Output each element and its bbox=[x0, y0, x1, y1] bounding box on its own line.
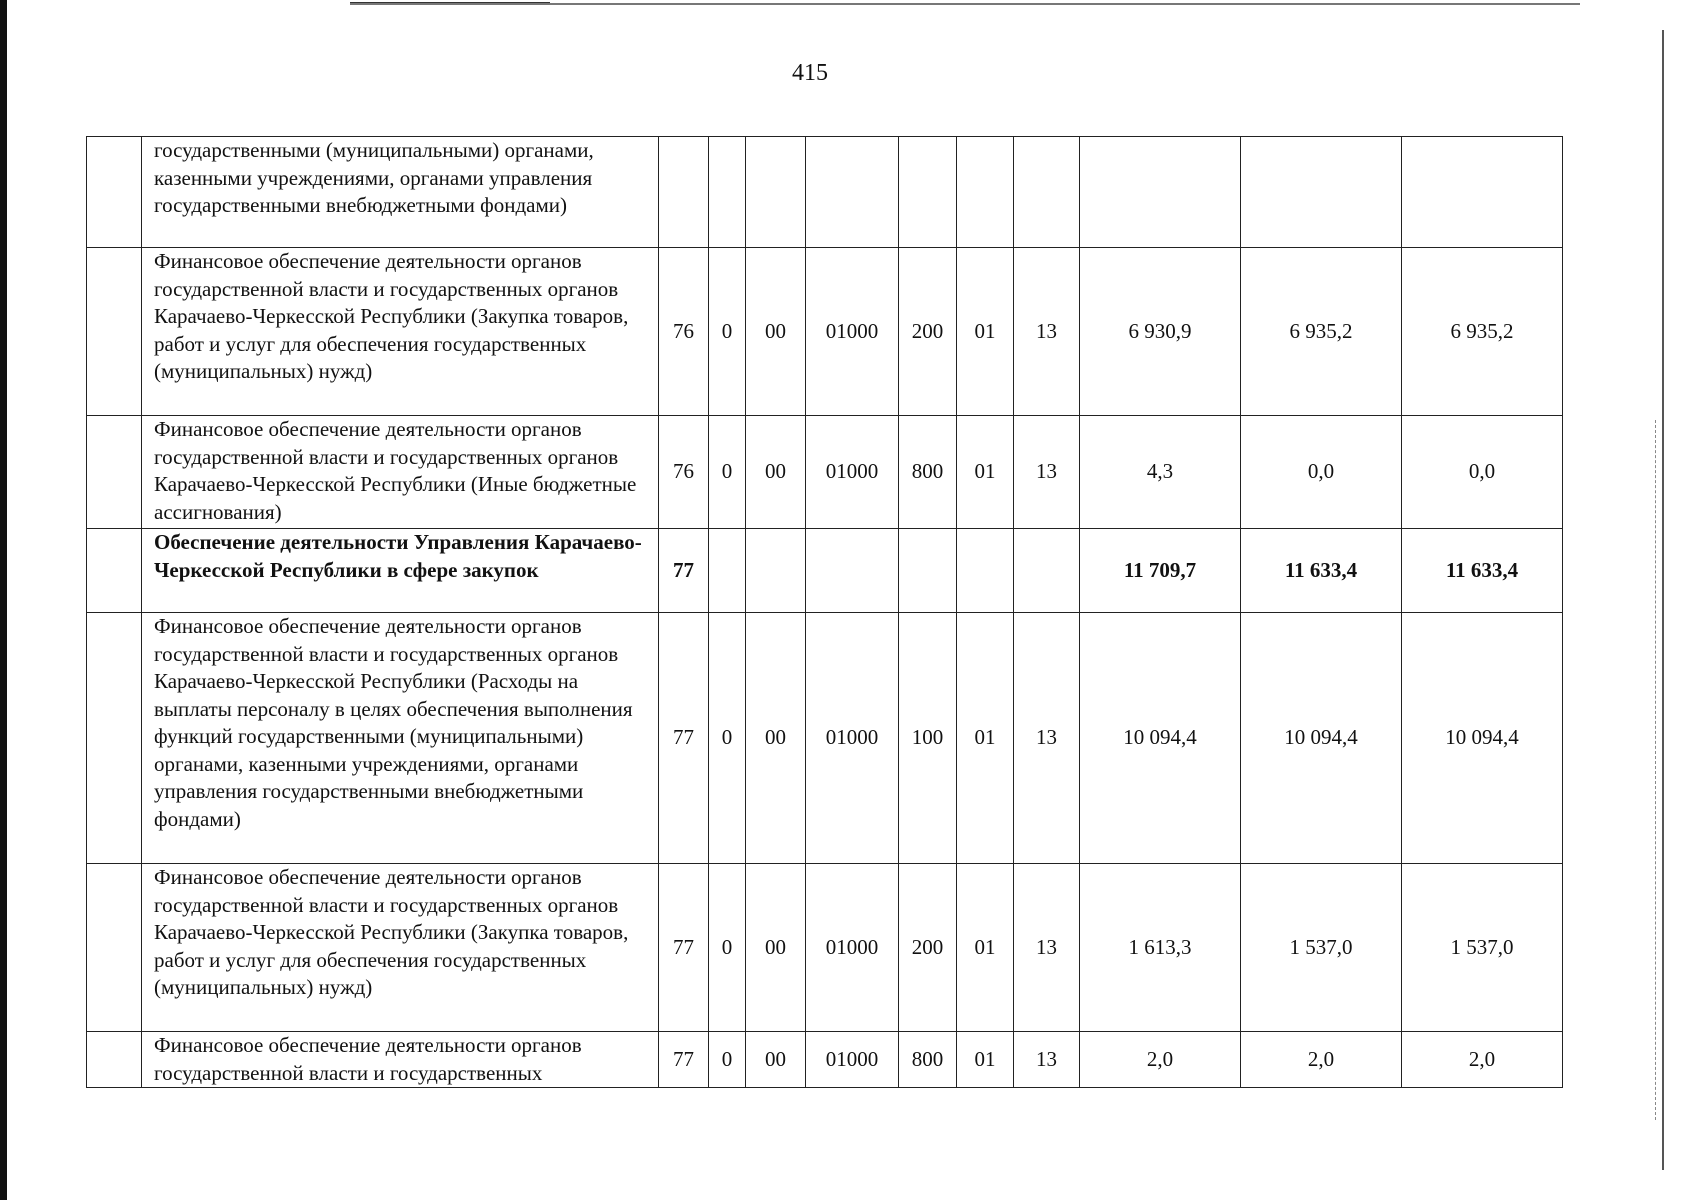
amount-cell: 11 709,7 bbox=[1080, 529, 1241, 613]
code-cell: 800 bbox=[899, 416, 957, 529]
code-cell: 13 bbox=[1014, 1032, 1080, 1088]
table-row bbox=[87, 613, 1563, 864]
code-cell bbox=[709, 529, 746, 613]
amount-cell: 1 613,3 bbox=[1080, 864, 1241, 1032]
code-cell: 200 bbox=[899, 248, 957, 416]
description-cell: государственными (муниципальными) органами, казенными учреждениями, органами управления государственными внебюджетными фондами) bbox=[142, 137, 659, 248]
amount-cell: 6 935,2 bbox=[1402, 248, 1563, 416]
code-cell: 01000 bbox=[806, 1032, 899, 1088]
table-row bbox=[87, 248, 1563, 416]
code-cell: 76 bbox=[659, 248, 709, 416]
code-cell: 01000 bbox=[806, 248, 899, 416]
code-cell: 00 bbox=[746, 613, 806, 864]
code-cell: 01000 bbox=[806, 864, 899, 1032]
description-cell: Финансовое обеспечение деятельности органов государственной власти и государственных bbox=[142, 1032, 659, 1088]
code-cell bbox=[709, 137, 746, 248]
amount-cell bbox=[1241, 137, 1402, 248]
code-cell: 0 bbox=[709, 613, 746, 864]
code-cell bbox=[899, 137, 957, 248]
table-row bbox=[87, 137, 1563, 248]
amount-cell: 4,3 bbox=[1080, 416, 1241, 529]
code-cell: 77 bbox=[659, 529, 709, 613]
description-cell: Финансовое обеспечение деятельности органов государственной власти и государственных органов Карачаево-Черкесской Республики (Закупка товаров, работ и услуг для обеспечения государственных (муниципальных) нужд) bbox=[142, 864, 659, 1032]
code-cell: 77 bbox=[659, 864, 709, 1032]
amount-cell: 10 094,4 bbox=[1402, 613, 1563, 864]
code-cell: 200 bbox=[899, 864, 957, 1032]
code-cell bbox=[957, 529, 1014, 613]
code-cell: 13 bbox=[1014, 613, 1080, 864]
row-number-cell bbox=[87, 529, 142, 613]
table-row bbox=[87, 416, 1563, 529]
budget-table bbox=[86, 136, 1563, 1088]
code-cell: 0 bbox=[709, 864, 746, 1032]
code-cell: 01 bbox=[957, 248, 1014, 416]
description-cell: Обеспечение деятельности Управления Карачаево-Черкесской Республики в сфере закупок bbox=[142, 529, 659, 613]
code-cell: 77 bbox=[659, 613, 709, 864]
code-cell bbox=[806, 529, 899, 613]
code-cell: 0 bbox=[709, 1032, 746, 1088]
code-cell: 13 bbox=[1014, 416, 1080, 529]
code-cell: 13 bbox=[1014, 864, 1080, 1032]
row-number-cell bbox=[87, 1032, 142, 1088]
code-cell: 01000 bbox=[806, 416, 899, 529]
row-number-cell bbox=[87, 248, 142, 416]
code-cell bbox=[1014, 529, 1080, 613]
amount-cell: 10 094,4 bbox=[1080, 613, 1241, 864]
row-number-cell bbox=[87, 137, 142, 248]
amount-cell: 2,0 bbox=[1241, 1032, 1402, 1088]
code-cell: 13 bbox=[1014, 248, 1080, 416]
code-cell bbox=[957, 137, 1014, 248]
code-cell: 0 bbox=[709, 248, 746, 416]
amount-cell: 10 094,4 bbox=[1241, 613, 1402, 864]
table-row-section-total bbox=[87, 529, 1563, 613]
amount-cell: 2,0 bbox=[1402, 1032, 1563, 1088]
code-cell: 01 bbox=[957, 613, 1014, 864]
amount-cell: 6 935,2 bbox=[1241, 248, 1402, 416]
code-cell: 00 bbox=[746, 248, 806, 416]
amount-cell: 2,0 bbox=[1080, 1032, 1241, 1088]
code-cell: 01000 bbox=[806, 613, 899, 864]
description-cell: Финансовое обеспечение деятельности органов государственной власти и государственных органов Карачаево-Черкесской Республики (Иные бюджетные ассигнования) bbox=[142, 416, 659, 529]
code-cell: 00 bbox=[746, 864, 806, 1032]
scan-artifact-right-line bbox=[1662, 30, 1664, 1170]
page-number: 415 bbox=[792, 60, 828, 86]
code-cell: 77 bbox=[659, 1032, 709, 1088]
description-cell: Финансовое обеспечение деятельности органов государственной власти и государственных органов Карачаево-Черкесской Республики (Расходы на выплаты персоналу в целях обеспечения выполнения функций государственными (муниципальными) органами, казенными учреждениями, органами управления государственными внебюджетными фондами) bbox=[142, 613, 659, 864]
code-cell bbox=[659, 137, 709, 248]
amount-cell: 11 633,4 bbox=[1402, 529, 1563, 613]
description-cell: Финансовое обеспечение деятельности органов государственной власти и государственных органов Карачаево-Черкесской Республики (Закупка товаров, работ и услуг для обеспечения государственных (муниципальных) нужд) bbox=[142, 248, 659, 416]
scan-artifact-right-dash bbox=[1655, 420, 1656, 1120]
row-number-cell bbox=[87, 613, 142, 864]
code-cell: 00 bbox=[746, 416, 806, 529]
code-cell: 76 bbox=[659, 416, 709, 529]
row-number-cell bbox=[87, 416, 142, 529]
table-row bbox=[87, 864, 1563, 1032]
amount-cell bbox=[1402, 137, 1563, 248]
amount-cell: 1 537,0 bbox=[1241, 864, 1402, 1032]
code-cell: 01 bbox=[957, 1032, 1014, 1088]
code-cell: 800 bbox=[899, 1032, 957, 1088]
table-row bbox=[87, 1032, 1563, 1088]
row-number-cell bbox=[87, 864, 142, 1032]
code-cell: 00 bbox=[746, 1032, 806, 1088]
scan-artifact-top-line bbox=[350, 3, 1580, 5]
code-cell: 01 bbox=[957, 864, 1014, 1032]
code-cell bbox=[806, 137, 899, 248]
code-cell: 01 bbox=[957, 416, 1014, 529]
amount-cell: 11 633,4 bbox=[1241, 529, 1402, 613]
amount-cell: 0,0 bbox=[1241, 416, 1402, 529]
amount-cell bbox=[1080, 137, 1241, 248]
code-cell bbox=[899, 529, 957, 613]
scan-edge-left bbox=[0, 0, 7, 1200]
amount-cell: 1 537,0 bbox=[1402, 864, 1563, 1032]
amount-cell: 6 930,9 bbox=[1080, 248, 1241, 416]
amount-cell: 0,0 bbox=[1402, 416, 1563, 529]
code-cell bbox=[1014, 137, 1080, 248]
code-cell bbox=[746, 529, 806, 613]
code-cell: 0 bbox=[709, 416, 746, 529]
code-cell bbox=[746, 137, 806, 248]
code-cell: 100 bbox=[899, 613, 957, 864]
